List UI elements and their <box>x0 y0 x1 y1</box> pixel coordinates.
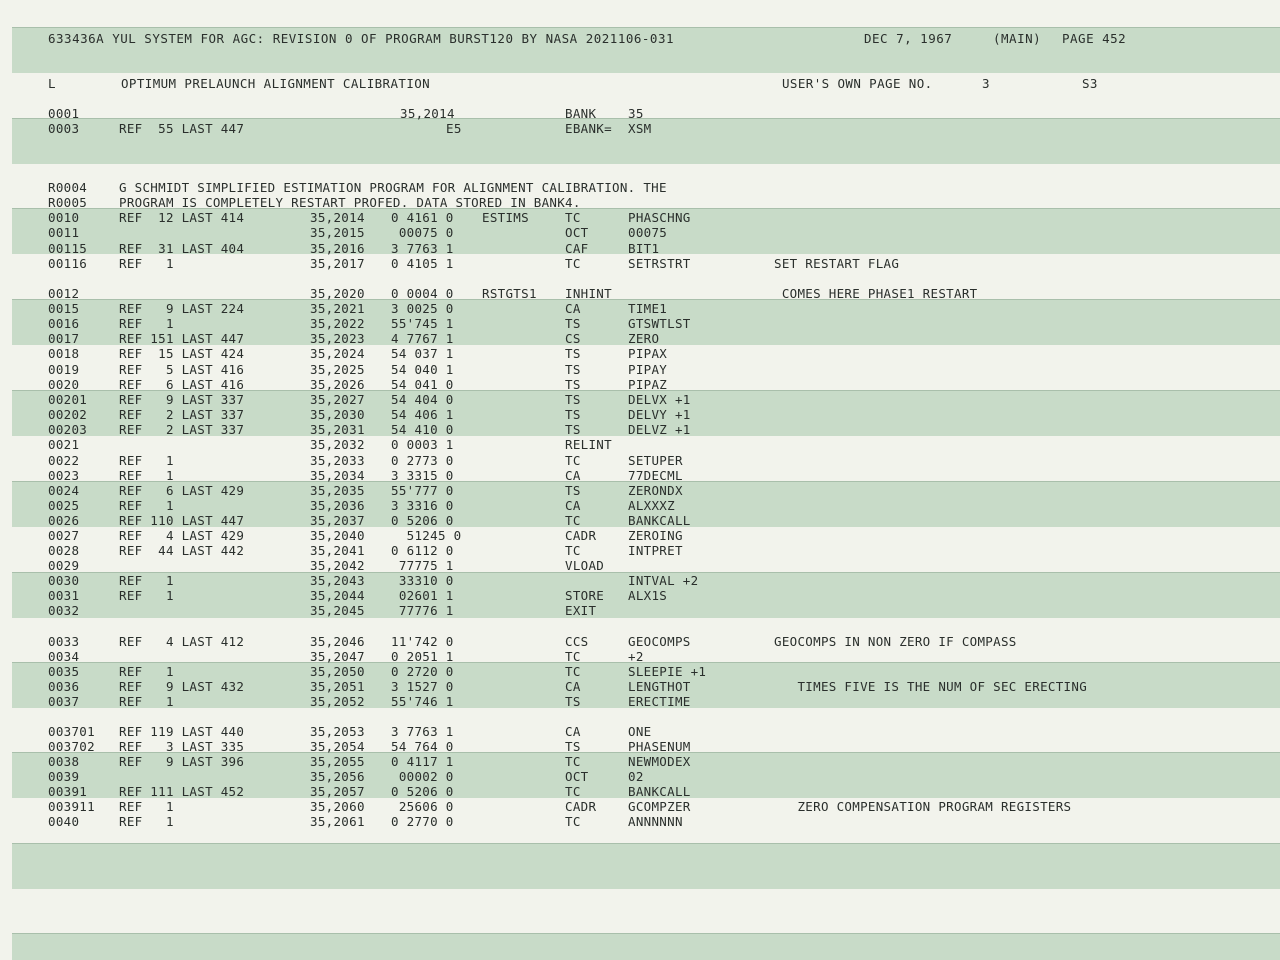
listing-addr: 35,2040 <box>310 528 365 543</box>
listing-word: 3 3316 0 <box>391 498 454 513</box>
listing-num: 0003 <box>48 121 80 136</box>
listing-op: CADR <box>565 799 597 814</box>
listing-line <box>0 286 1280 301</box>
listing-operand: ALX1S <box>628 588 668 603</box>
listing-num: 0040 <box>48 814 80 829</box>
paper-band <box>12 933 1280 960</box>
listing-num: 0010 <box>48 210 80 225</box>
listing-num: 0022 <box>48 453 80 468</box>
listing-word: 00002 0 <box>391 769 454 784</box>
listing-operand: BANKCALL <box>628 513 691 528</box>
listing-addr: 35,2024 <box>310 346 365 361</box>
listing-operand: ANNNNNN <box>628 814 683 829</box>
listing-op: TS <box>565 407 581 422</box>
listing-ref: REF 3 LAST 335 <box>119 739 245 754</box>
listing-op: VLOAD <box>565 558 605 573</box>
listing-operand: +2 <box>628 649 644 664</box>
listing-num: 0034 <box>48 649 80 664</box>
users-page-number: 3 <box>982 76 990 91</box>
listing-operand: INTVAL +2 <box>628 573 699 588</box>
listing-op: TS <box>565 483 581 498</box>
listing-operand: PHASCHNG <box>628 210 691 225</box>
listing-word: 02601 1 <box>391 588 454 603</box>
listing-word: 0 5206 0 <box>391 513 454 528</box>
listing-num: 0038 <box>48 754 80 769</box>
listing-word: 0 4161 0 <box>391 210 454 225</box>
listing-line <box>0 241 1280 256</box>
listing-line <box>0 377 1280 392</box>
listing-word: 0 4117 1 <box>391 754 454 769</box>
listing-op: RELINT <box>565 437 612 452</box>
listing-operand: GCOMPZER <box>628 799 691 814</box>
listing-ref: REF 9 LAST 224 <box>119 301 245 316</box>
listing-line <box>0 694 1280 709</box>
listing-addr: 35,2016 <box>310 241 365 256</box>
listing-word: 54 406 1 <box>391 407 454 422</box>
listing-operand: PIPAZ <box>628 377 668 392</box>
listing-operand: ZERONDX <box>628 483 683 498</box>
listing-word: 77775 1 <box>391 558 454 573</box>
listing-num: 003702 <box>48 739 95 754</box>
listing-op: CCS <box>565 634 589 649</box>
listing-operand: ONE <box>628 724 652 739</box>
listing-ref: REF 110 LAST 447 <box>119 513 245 528</box>
listing-operand: BANKCALL <box>628 784 691 799</box>
listing-addr: 35,2053 <box>310 724 365 739</box>
listing-addr: 35,2034 <box>310 468 365 483</box>
listing-operand: LENGTHOT <box>628 679 691 694</box>
listing-num: 00391 <box>48 784 88 799</box>
listing-op: CA <box>565 724 581 739</box>
listing-addr: E5 <box>446 121 462 136</box>
listing-line <box>0 513 1280 528</box>
listing-num: 0029 <box>48 558 80 573</box>
listing-op: CA <box>565 468 581 483</box>
listing-addr: 35,2014 <box>400 106 455 121</box>
listing-line <box>0 679 1280 694</box>
listing-addr: 35,2037 <box>310 513 365 528</box>
listing-line <box>0 210 1280 225</box>
listing-op: TC <box>565 754 581 769</box>
listing-addr: 35,2021 <box>310 301 365 316</box>
listing-num: 00115 <box>48 241 88 256</box>
listing-word: 55'746 1 <box>391 694 454 709</box>
listing-text: PROGRAM IS COMPLETELY RESTART PROFED. DATA STORED IN BANK4. <box>119 195 581 210</box>
listing-operand: DELVZ +1 <box>628 422 691 437</box>
listing-num: 00203 <box>48 422 88 437</box>
listing-addr: 35,2047 <box>310 649 365 664</box>
listing-word: 0 5206 0 <box>391 784 454 799</box>
listing-line <box>0 407 1280 422</box>
listing-ref: REF 9 LAST 396 <box>119 754 245 769</box>
listing-addr: 35,2025 <box>310 362 365 377</box>
listing-num: 0020 <box>48 377 80 392</box>
listing-op: CADR <box>565 528 597 543</box>
listing-op: INHINT <box>565 286 612 301</box>
listing-word: 0 2051 1 <box>391 649 454 664</box>
listing-word: 3 7763 1 <box>391 241 454 256</box>
listing-op: OCT <box>565 225 589 240</box>
listing-line <box>0 316 1280 331</box>
listing-operand: ERECTIME <box>628 694 691 709</box>
listing-ref: REF 6 LAST 416 <box>119 377 245 392</box>
listing-addr: 35,2026 <box>310 377 365 392</box>
listing-num: R0005 <box>48 195 88 210</box>
listing-addr: 35,2050 <box>310 664 365 679</box>
listing-operand: XSM <box>628 121 652 136</box>
listing-num: 00201 <box>48 392 88 407</box>
listing-num: 00116 <box>48 256 88 271</box>
listing-line <box>0 195 1280 210</box>
listing-op: TC <box>565 664 581 679</box>
listing-ref: REF 1 <box>119 664 174 679</box>
header-date: DEC 7, 1967 <box>864 31 953 46</box>
listing-addr: 35,2015 <box>310 225 365 240</box>
listing-num: 0031 <box>48 588 80 603</box>
listing-line <box>0 784 1280 799</box>
listing-ref: REF 6 LAST 429 <box>119 483 245 498</box>
listing-line <box>0 649 1280 664</box>
listing-word: 54 410 0 <box>391 422 454 437</box>
listing-operand: ALXXXZ <box>628 498 675 513</box>
listing-ref: REF 15 LAST 424 <box>119 346 245 361</box>
listing-op: TC <box>565 453 581 468</box>
listing-word: 33310 0 <box>391 573 454 588</box>
listing-addr: 35,2017 <box>310 256 365 271</box>
listing-ref: REF 4 LAST 429 <box>119 528 245 543</box>
listing-word: 54 037 1 <box>391 346 454 361</box>
listing-op: EXIT <box>565 603 597 618</box>
listing-word: 0 2720 0 <box>391 664 454 679</box>
listing-operand: INTPRET <box>628 543 683 558</box>
listing-operand: 35 <box>628 106 644 121</box>
listing-line <box>0 106 1280 121</box>
listing-num: 0033 <box>48 634 80 649</box>
listing-num: 0027 <box>48 528 80 543</box>
listing-ref: REF 111 LAST 452 <box>119 784 245 799</box>
listing-num: 0028 <box>48 543 80 558</box>
listing-num: R0004 <box>48 180 88 195</box>
listing-line <box>0 573 1280 588</box>
listing-addr: 35,2023 <box>310 331 365 346</box>
listing-line <box>0 769 1280 784</box>
listing-ref: REF 9 LAST 337 <box>119 392 245 407</box>
listing-operand: PHASENUM <box>628 739 691 754</box>
listing-operand: PIPAX <box>628 346 668 361</box>
listing-word: 3 3315 0 <box>391 468 454 483</box>
listing-num: 003911 <box>48 799 95 814</box>
listing-addr: 35,2035 <box>310 483 365 498</box>
listing-addr: 35,2052 <box>310 694 365 709</box>
listing-op: TC <box>565 210 581 225</box>
listing-num: 0025 <box>48 498 80 513</box>
listing-num: 0019 <box>48 362 80 377</box>
listing-addr: 35,2057 <box>310 784 365 799</box>
listing-op: TC <box>565 784 581 799</box>
users-page-label: USER'S OWN PAGE NO. <box>782 76 933 91</box>
listing-line <box>0 225 1280 240</box>
listing-line <box>0 603 1280 618</box>
listing-word: 0 6112 0 <box>391 543 454 558</box>
listing-num: 0039 <box>48 769 80 784</box>
listing-addr: 35,2031 <box>310 422 365 437</box>
listing-operand: ZEROING <box>628 528 683 543</box>
listing-line <box>0 498 1280 513</box>
listing-line <box>0 468 1280 483</box>
listing-addr: 35,2032 <box>310 437 365 452</box>
subheader-title: OPTIMUM PRELAUNCH ALIGNMENT CALIBRATION <box>121 76 431 91</box>
listing-line <box>0 121 1280 136</box>
listing-num: 0030 <box>48 573 80 588</box>
listing-line <box>0 453 1280 468</box>
listing-operand: BIT1 <box>628 241 660 256</box>
listing-word: 54 764 0 <box>391 739 454 754</box>
listing-line <box>0 528 1280 543</box>
listing-ref: REF 2 LAST 337 <box>119 422 245 437</box>
listing-addr: 35,2055 <box>310 754 365 769</box>
listing-line <box>0 256 1280 271</box>
listing-ref: REF 9 LAST 432 <box>119 679 245 694</box>
listing-op: TS <box>565 422 581 437</box>
listing-op: TS <box>565 739 581 754</box>
listing-word: 54 404 0 <box>391 392 454 407</box>
listing-word: 4 7767 1 <box>391 331 454 346</box>
listing-comment: COMES HERE PHASE1 RESTART <box>774 286 978 301</box>
listing-line <box>0 392 1280 407</box>
listing-ref: REF 1 <box>119 694 174 709</box>
listing-line <box>0 739 1280 754</box>
header-page: PAGE 452 <box>1062 31 1127 46</box>
listing-op: TC <box>565 256 581 271</box>
listing-op: TC <box>565 814 581 829</box>
listing-addr: 35,2054 <box>310 739 365 754</box>
listing-addr: 35,2014 <box>310 210 365 225</box>
listing-operand: SETRSTRT <box>628 256 691 271</box>
listing-word: 0 4105 1 <box>391 256 454 271</box>
listing-op: STORE <box>565 588 605 603</box>
listing-op: TS <box>565 316 581 331</box>
listing-ref: REF 1 <box>119 588 174 603</box>
listing-addr: 35,2041 <box>310 543 365 558</box>
listing-line <box>0 558 1280 573</box>
listing-op: CS <box>565 331 581 346</box>
listing-operand: DELVX +1 <box>628 392 691 407</box>
listing-word: 0 2773 0 <box>391 453 454 468</box>
listing-operand: DELVY +1 <box>628 407 691 422</box>
listing-num: 0018 <box>48 346 80 361</box>
listing-line <box>0 634 1280 649</box>
listing-word: 00075 0 <box>391 225 454 240</box>
listing-ref: REF 151 LAST 447 <box>119 331 245 346</box>
listing-word: 3 7763 1 <box>391 724 454 739</box>
listing-line <box>0 799 1280 814</box>
listing-addr: 35,2027 <box>310 392 365 407</box>
listing-num: 0024 <box>48 483 80 498</box>
listing-operand: ZERO <box>628 331 660 346</box>
listing-num: 0032 <box>48 603 80 618</box>
listing-num: 0011 <box>48 225 80 240</box>
listing-word: 55'745 1 <box>391 316 454 331</box>
listing-operand: GEOCOMPS <box>628 634 691 649</box>
listing-text: G SCHMIDT SIMPLIFIED ESTIMATION PROGRAM FOR ALIGNMENT CALIBRATION. THE <box>119 180 667 195</box>
listing-ref: REF 1 <box>119 799 174 814</box>
listing-operand: TIME1 <box>628 301 668 316</box>
listing-word: 25606 0 <box>391 799 454 814</box>
listing-operand: NEWMODEX <box>628 754 691 769</box>
listing-ref: REF 1 <box>119 573 174 588</box>
listing-line <box>0 588 1280 603</box>
listing-word: 54 040 1 <box>391 362 454 377</box>
listing-comment: ZERO COMPENSATION PROGRAM REGISTERS <box>774 799 1072 814</box>
listing-addr: 35,2051 <box>310 679 365 694</box>
listing-num: 0023 <box>48 468 80 483</box>
listing-ref: REF 119 LAST 440 <box>119 724 245 739</box>
listing-line <box>0 437 1280 452</box>
listing-addr: 35,2060 <box>310 799 365 814</box>
listing-num: 00202 <box>48 407 88 422</box>
listing-ref: REF 12 LAST 414 <box>119 210 245 225</box>
listing-op: TS <box>565 377 581 392</box>
listing-num: 003701 <box>48 724 95 739</box>
listing-ref: REF 31 LAST 404 <box>119 241 245 256</box>
listing-addr: 35,2046 <box>310 634 365 649</box>
listing-num: 0035 <box>48 664 80 679</box>
listing-num: 0017 <box>48 331 80 346</box>
listing-line <box>0 814 1280 829</box>
listing-ref: REF 1 <box>119 316 174 331</box>
listing-op: CA <box>565 679 581 694</box>
listing-ref: REF 1 <box>119 468 174 483</box>
listing-addr: 35,2033 <box>310 453 365 468</box>
listing-word: 0 0003 1 <box>391 437 454 452</box>
header-title: 633436A YUL SYSTEM FOR AGC: REVISION 0 OF PROGRAM BURST120 BY NASA 2021106-031 <box>48 31 674 46</box>
listing-comment: GEOCOMPS IN NON ZERO IF COMPASS <box>774 634 1017 649</box>
listing-op: EBANK= <box>565 121 612 136</box>
listing-addr: 35,2042 <box>310 558 365 573</box>
listing-word: 51245 0 <box>391 528 462 543</box>
listing-num: 0016 <box>48 316 80 331</box>
listing-addr: 35,2022 <box>310 316 365 331</box>
listing-label: ESTIMS <box>482 210 529 225</box>
listing-num: 0012 <box>48 286 80 301</box>
paper-band <box>12 843 1280 889</box>
listing-line <box>0 301 1280 316</box>
listing-addr: 35,2056 <box>310 769 365 784</box>
listing-op: CA <box>565 498 581 513</box>
listing-word: 0 0004 0 <box>391 286 454 301</box>
listing-op: TS <box>565 346 581 361</box>
listing-operand: SETUPER <box>628 453 683 468</box>
listing-op: TS <box>565 694 581 709</box>
header-main: (MAIN) <box>993 31 1042 46</box>
listing-operand: 00075 <box>628 225 668 240</box>
listing-ref: REF 2 LAST 337 <box>119 407 245 422</box>
listing-word: 0 2770 0 <box>391 814 454 829</box>
subheader-mark: L <box>48 76 56 91</box>
listing-line <box>0 724 1280 739</box>
listing-addr: 35,2030 <box>310 407 365 422</box>
listing-line <box>0 180 1280 195</box>
listing-line <box>0 664 1280 679</box>
listing-line <box>0 422 1280 437</box>
listing-word: 77776 1 <box>391 603 454 618</box>
listing-line <box>0 483 1280 498</box>
listing-line <box>0 754 1280 769</box>
listing-num: 0021 <box>48 437 80 452</box>
listing-ref: REF 4 LAST 412 <box>119 634 245 649</box>
listing-num: 0036 <box>48 679 80 694</box>
listing-num: 0026 <box>48 513 80 528</box>
listing-word: 11'742 0 <box>391 634 454 649</box>
listing-op: TC <box>565 513 581 528</box>
listing-op: CA <box>565 301 581 316</box>
listing-operand: 02 <box>628 769 644 784</box>
listing-line <box>0 362 1280 377</box>
listing-op: OCT <box>565 769 589 784</box>
listing-line <box>0 543 1280 558</box>
listing-operand: PIPAY <box>628 362 668 377</box>
listing-ref: REF 55 LAST 447 <box>119 121 245 136</box>
listing-op: TC <box>565 543 581 558</box>
listing-op: CAF <box>565 241 589 256</box>
listing-ref: REF 5 LAST 416 <box>119 362 245 377</box>
listing-ref: REF 1 <box>119 814 174 829</box>
listing-num: 0015 <box>48 301 80 316</box>
listing-num: 0001 <box>48 106 80 121</box>
listing-ref: REF 44 LAST 442 <box>119 543 245 558</box>
listing-ref: REF 1 <box>119 256 174 271</box>
listing-line <box>0 346 1280 361</box>
listing-word: 55'777 0 <box>391 483 454 498</box>
listing-word: 3 1527 0 <box>391 679 454 694</box>
listing-ref: REF 1 <box>119 453 174 468</box>
listing-addr: 35,2043 <box>310 573 365 588</box>
listing-operand: 77DECML <box>628 468 683 483</box>
listing-comment: SET RESTART FLAG <box>774 256 900 271</box>
listing-addr: 35,2045 <box>310 603 365 618</box>
listing-label: RSTGTS1 <box>482 286 537 301</box>
listing-word: 54 041 0 <box>391 377 454 392</box>
listing-op: TS <box>565 392 581 407</box>
listing-addr: 35,2044 <box>310 588 365 603</box>
listing-word: 3 0025 0 <box>391 301 454 316</box>
listing-addr: 35,2020 <box>310 286 365 301</box>
listing-operand: GTSWTLST <box>628 316 691 331</box>
listing-addr: 35,2061 <box>310 814 365 829</box>
listing-op: BANK <box>565 106 597 121</box>
listing-line <box>0 331 1280 346</box>
listing-comment: TIMES FIVE IS THE NUM OF SEC ERECTING <box>774 679 1088 694</box>
listing-ref: REF 1 <box>119 498 174 513</box>
listing-op: TC <box>565 649 581 664</box>
listing-operand: SLEEPIE +1 <box>628 664 707 679</box>
listing-addr: 35,2036 <box>310 498 365 513</box>
listing-op: TS <box>565 362 581 377</box>
subheader-tag: S3 <box>1082 76 1098 91</box>
listing-num: 0037 <box>48 694 80 709</box>
